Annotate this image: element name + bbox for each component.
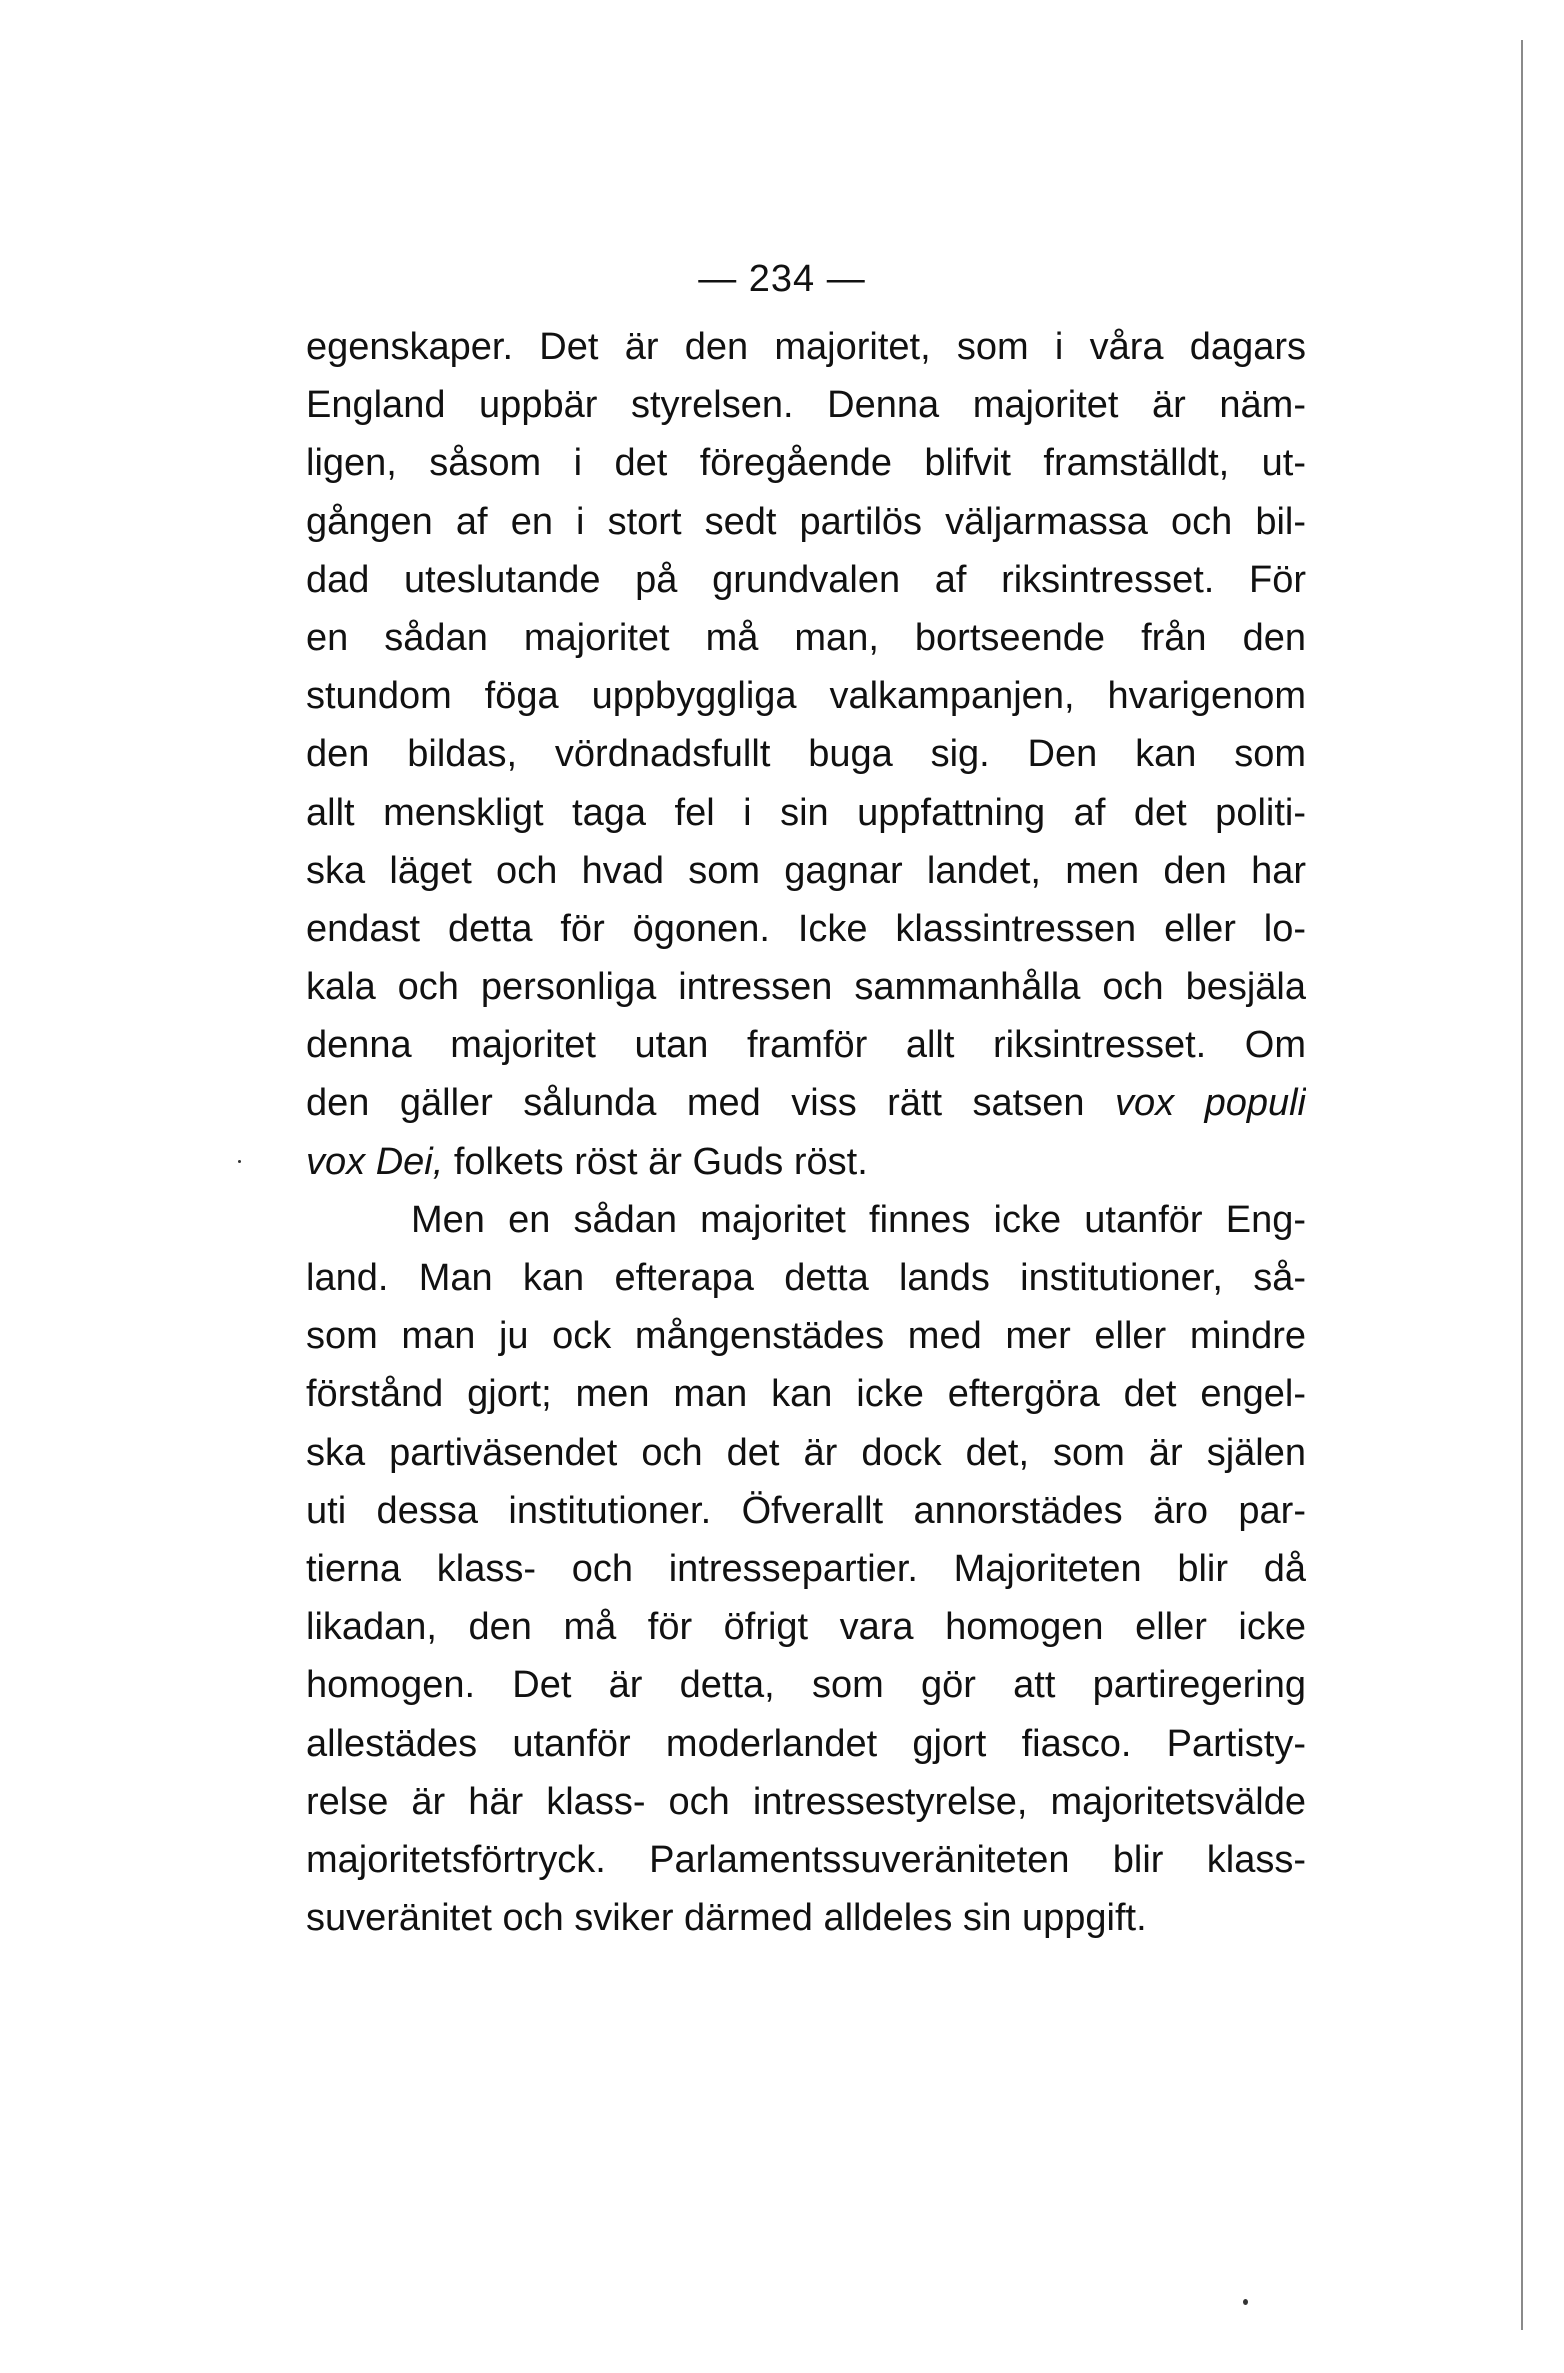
text-line: tierna klass- och intressepartier. Majoriteten blir då [306,1547,1306,1590]
page-edge-line [1521,40,1523,2330]
text-line: denna majoritet utan framför allt riksintresset. Om [306,1024,1306,1067]
text-line: ligen, såsom i det föregående blifvit framställdt, ut- [306,442,1306,485]
text-line: stundom föga uppbyggliga valkampanjen, hvarigenom [306,675,1306,718]
page-number: — 234 — [698,258,866,300]
text-line: kala och personliga intressen sammanhålla och besjäla [306,966,1306,1009]
text-line: allestädes utanför moderlandet gjort fiasco. Partisty- [306,1722,1306,1765]
text-line: relse är här klass- och intressestyrelse, majoritetsvälde [306,1780,1306,1823]
text-line: likadan, den må för öfrigt vara homogen eller icke [306,1606,1306,1649]
text-line: som man ju ock mångenstädes med mer eller mindre [306,1315,1306,1358]
text-line: den bildas, vördnadsfullt buga sig. Den kan som [306,733,1306,776]
text-line: en sådan majoritet må man, bortseende från den [306,616,1306,659]
text-line: uti dessa institutioner. Öfverallt annorstädes äro par- [306,1489,1306,1532]
text-fragment: den gäller sålunda med viss rätt satsen [306,1082,1115,1125]
text-line: Men en sådan majoritet finnes icke utanför Eng- [411,1198,1306,1241]
text-line: gången af en i stort sedt partilös väljarmassa och bil- [306,500,1306,543]
text-line: England uppbär styrelsen. Denna majoritet är näm- [306,384,1306,427]
text-line: allt menskligt taga fel i sin uppfattning af det politi- [306,791,1306,834]
text-line: förstånd gjort; men man kan icke eftergöra det engel- [306,1373,1306,1416]
text-line-mixed [306,1133,1306,1191]
text-line: ska partiväsendet och det är dock det, som är själen [306,1431,1306,1474]
text-line: egenskaper. Det är den majoritet, som i våra dagars [306,326,1306,368]
text-line-mixed [306,1074,1306,1132]
text-line: land. Man kan efterapa detta lands institutioner, så- [306,1257,1306,1299]
text-fragment: folkets röst är Guds röst. [443,1140,868,1183]
text-line: suveränitet och sviker därmed alldeles sin uppgift. [306,1897,1147,1940]
text-line: dad uteslutande på grundvalen af riksintresset. För [306,558,1306,601]
text-line: majoritetsförtryck. Parlamentssuveräniteten blir klass- [306,1838,1306,1881]
latin-phrase: vox populi [1114,1082,1306,1125]
text-line: ska läget och hvad som gagnar landet, men den har [306,849,1306,892]
print-speck [238,1160,241,1163]
text-line: endast detta för ögonen. Icke klassintressen eller lo- [306,907,1306,950]
text-line: homogen. Det är detta, som gör att partiregering [306,1664,1306,1707]
print-speck [1243,2299,1248,2305]
body-text [306,318,1306,1947]
latin-phrase: vox Dei, [306,1140,444,1183]
